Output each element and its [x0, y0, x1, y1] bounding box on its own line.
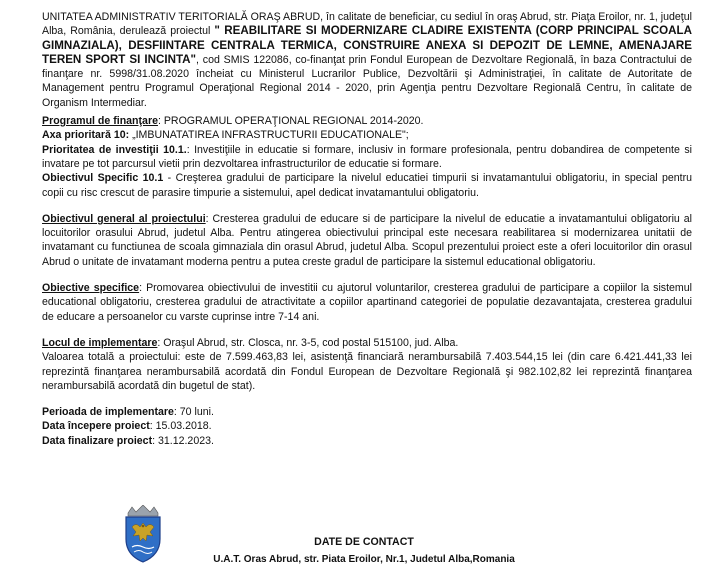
document-body	[42, 10, 692, 448]
obiectiv-specific-line	[42, 171, 692, 200]
locul-line	[42, 336, 692, 350]
perioada-value: : 70 luni.	[173, 406, 214, 419]
project-title: " REABILITARE SI MODERNIZARE CLADIRE EXISTENTA (CORP PRINCIPAL SCOALA GIMNAZIALA), DESFIINTARE CENTRALA TERMICA, CONSTRUIRE ANEXA SI DEPOZIT DE LEMNE, AMENAJARE TEREN SPORT SI INCINTA"	[42, 24, 692, 66]
perioada-line	[42, 405, 692, 419]
axa-line	[42, 128, 692, 142]
data-incepere-value: : 15.03.2018.	[149, 420, 212, 433]
data-incepere-line	[42, 419, 692, 433]
obiectiv-general-value: : Cresterea gradului de educare si de participare la nivelul de educatie a invatamantului obligatoriu al locuitorilor orasului Abrud, judetul Alba. Pentru atingerea obiectivului principal este necesara reabilitarea si modernizarea unitatii de invatamant cu functiunea de scoala gimnaziala din orasul Abrud, judetul Alba. Scopul prezentului proiect este a oferi locuitorilor din orasul Abrud o unitate de invatamant moderna pentru a putea creste gradul de participare la sistemul educational obligatoriu.	[42, 212, 692, 268]
prioritate-line	[42, 143, 692, 172]
data-finalizare-line	[42, 434, 692, 448]
contact-title: DATE DE CONTACT	[314, 536, 414, 548]
obiectiv-general-paragraph	[42, 212, 692, 269]
obiective-specifice-value: : Promovarea obiectivului de investitii cu ajutorul voluntarilor, cresterea gradului de participare a copiilor la sistemul educational obligatoriu, cresterea gradului de atractivitate a copiilor apartinand categoriei de populatie dezavantajata, cresterea gradului de educare a persoanelor cu varste cuprinse intre 7-14 ani.	[42, 282, 692, 323]
locul-value: : Oraşul Abrud, str. Closca, nr. 3-5, cod postal 515100, jud. Alba.	[157, 336, 459, 349]
data-finalizare-label: Data finalizare proiect	[42, 434, 153, 447]
obiectiv-specific-value: - Creşterea gradului de participare la nivelul educatiei timpurii si invatamantului obligatoriu, in special pentru copii cu risc crescut de parasire timpurie a sistemului, apel dedicat invatamantului obligatoriu.	[42, 172, 692, 199]
prioritate-value: : Investiţiile in educatie si formare, inclusiv in formare profesionala, pentru dobandirea de competente si invatare pe tot parcursul vietii prin dezvoltarea infrastructurilor de educatie si formare.	[42, 143, 692, 170]
data-incepere-label: Data începere proiect	[42, 420, 150, 433]
intro-text: UNITATEA ADMINISTRATIV TERITORIALĂ ORAŞ ABRUD, în calitate de beneficiar, cu sediul în oraş Abrud, str. Piaţa Eroilor, nr. 1, judeţul Alba, România, derulează proiectul	[42, 11, 692, 38]
obiective-specifice-paragraph	[42, 281, 692, 324]
program-value: : PROGRAMUL OPERAŢIONAL REGIONAL 2014-2020.	[157, 115, 424, 128]
program-line	[42, 114, 692, 128]
intro-paragraph	[42, 10, 692, 110]
perioada-label: Perioada de implementare	[42, 406, 174, 419]
intro-text-continued: , cod SMIS 122086, co-finanţat prin Fondul European de Dezvoltare Regională, în baza Contractului de finanţare nr. 5998/31.08.2020 încheiat cu Ministerul Lucrarilor Publice, Dezvoltării şi Administraţiei, în calitate de Autoritate de Management pentru Programul Operaţional Regional 2014 - 2020, prin Agenţia pentru Dezvoltare Regională Centru, în calitate de Organism Intermediar.	[42, 53, 692, 109]
axa-value: „IMBUNATATIREA INFRASTRUCTURII EDUCATIONALE";	[129, 129, 409, 142]
prioritate-label: Prioritatea de investiţii 10.1.	[42, 143, 187, 156]
obiective-specifice-label: Obiective specifice	[42, 282, 140, 295]
data-finalizare-value: : 31.12.2023.	[152, 434, 214, 447]
obiectiv-general-label: Obiectivul general al proiectului	[42, 212, 206, 225]
axa-label: Axa prioritară 10:	[42, 129, 130, 142]
obiectiv-specific-label: Obiectivul Specific 10.1	[42, 172, 164, 185]
program-label: Programul de finanţare	[42, 115, 158, 128]
locul-label: Locul de implementare	[42, 336, 158, 349]
valoare-paragraph: Valoarea totală a proiectului: este de 7.599.463,83 lei, asistenţă financiară nerambursabilă 7.403.544,15 lei (din care 6.421.441,33 lei reprezintă finanţarea nerambursabilă acordată din Fondul European de Dezvoltare Regională şi 982.102,82 lei reprezintă finanţarea nerambursabilă acordată din bugetul de stat).	[42, 351, 692, 392]
contact-address: U.A.T. Oras Abrud, str. Piata Eroilor, Nr.1, Judetul Alba,Romania	[213, 554, 515, 565]
